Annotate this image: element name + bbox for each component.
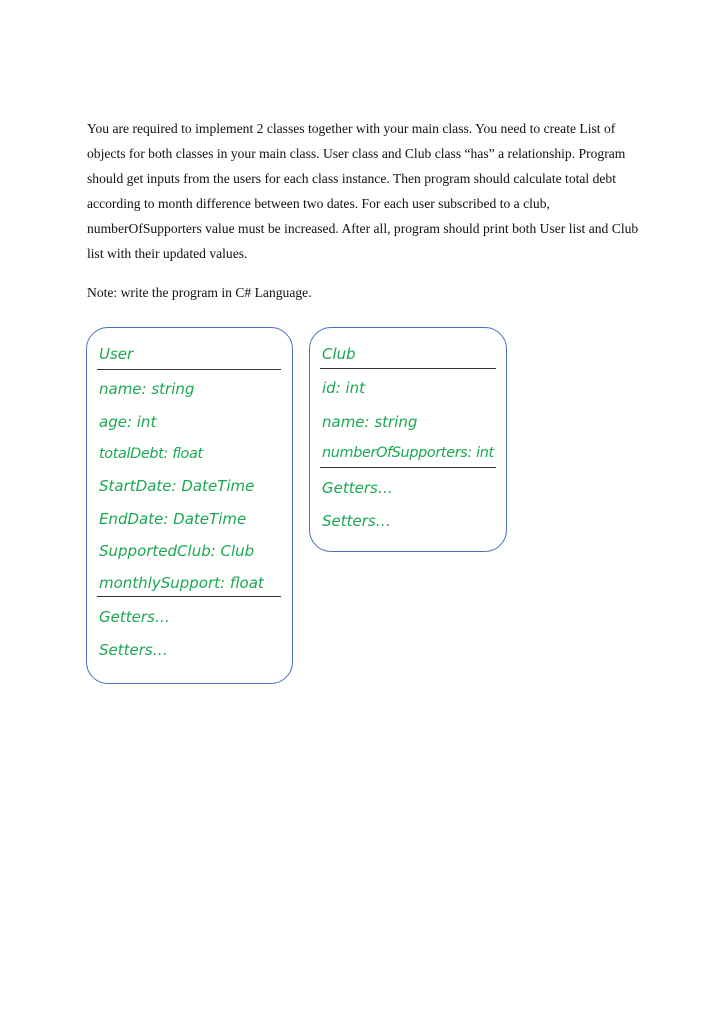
club-method-setters: Setters… <box>322 512 391 530</box>
user-attr-total-debt: totalDebt: float <box>99 446 203 462</box>
user-attr-supported-club: SupportedClub: Club <box>99 542 255 560</box>
user-class-box <box>86 327 293 684</box>
user-attr-end-date: EndDate: DateTime <box>99 510 247 528</box>
user-attr-name: name: string <box>99 380 195 398</box>
club-header-divider <box>320 368 496 369</box>
user-header-divider <box>97 369 281 370</box>
user-method-getters: Getters… <box>99 608 170 626</box>
club-class-name: Club <box>322 345 356 363</box>
user-attr-start-date: StartDate: DateTime <box>99 477 255 495</box>
user-attr-age: age: int <box>99 413 157 431</box>
club-attr-id: id: int <box>322 379 366 397</box>
club-attr-number-of-supporters: numberOfSupporters: int <box>322 445 494 461</box>
language-note: Note: write the program in C# Language. <box>87 285 312 300</box>
user-attributes-divider <box>97 596 281 597</box>
club-class-box <box>309 327 507 552</box>
user-attr-monthly-support: monthlySupport: float <box>99 574 264 592</box>
user-method-setters: Setters… <box>99 641 168 659</box>
assignment-description: You are required to implement 2 classes together with your main class. You need to create List of objects for both classes in your main class. User class and Club class “has” a relationship. Program should get inputs from the users for each class instance. Then program should calculate total debt according to month difference between two dates. For each user subscribed to a club, numberOfSupporters value must be increased. After all, program should print both User list and Club list with their updated values. <box>87 121 639 261</box>
user-class-name: User <box>99 345 134 363</box>
club-attr-name: name: string <box>322 413 418 431</box>
club-method-getters: Getters… <box>322 479 393 497</box>
club-attributes-divider <box>320 467 496 468</box>
